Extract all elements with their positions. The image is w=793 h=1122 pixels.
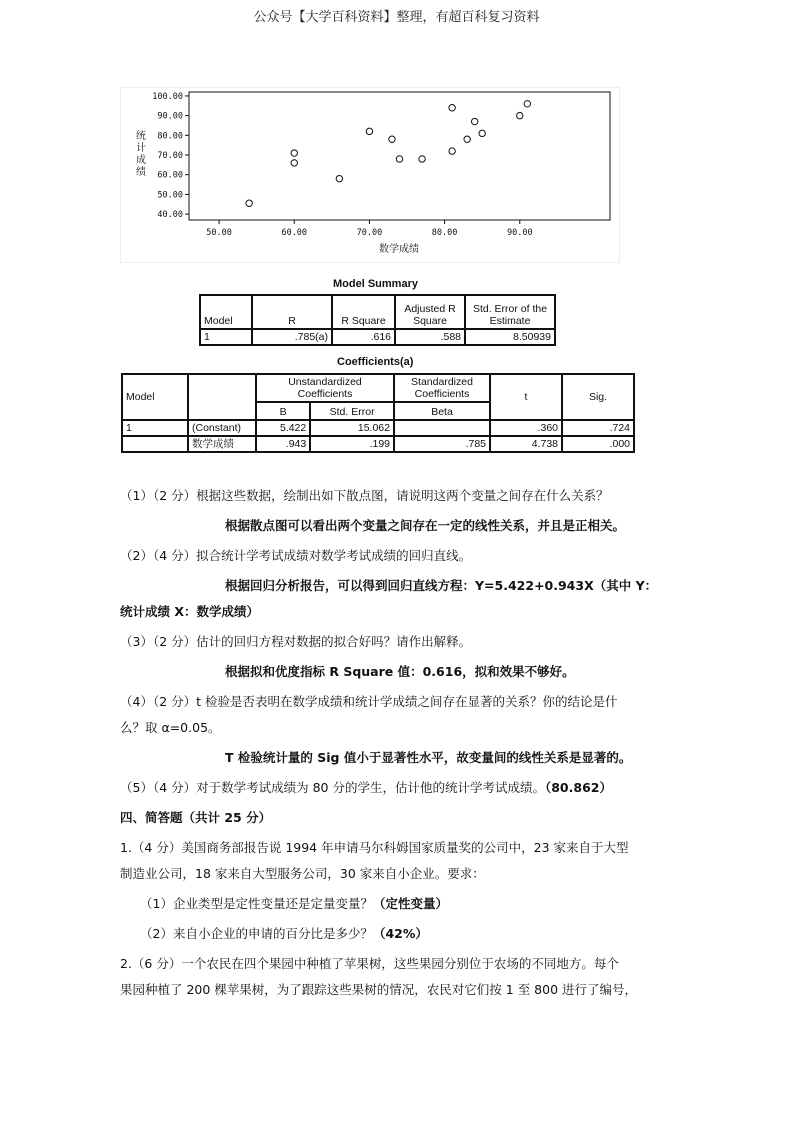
y-axis-label [136,129,146,178]
problem-2-line-2: 果园种植了 200 棵苹果树，为了跟踪这些果树的情况，农民对它们按 1 至 800 进行了编号， [120,982,638,997]
header-cell: Standardized Coefficients [394,374,490,402]
y-tick-label: 80.00 [157,131,183,142]
page-header: 公众号【大学百科资料】整理，有超百科复习资料 [253,10,540,25]
table-cell: 1 [200,329,252,345]
header-cell: Sig. [562,374,634,420]
table-cell: .724 [562,420,634,436]
table-cell: .943 [256,436,310,452]
y-tick-label: 40.00 [157,210,183,221]
table-cell: 数学成绩 [188,436,256,452]
answer-1: 根据散点图可以看出两个变量之间存在一定的线性关系，并且是正相关。 [225,518,626,533]
header-cell: Adjusted R Square [395,295,465,329]
question-5 [120,779,680,797]
header-cell: Model [122,374,188,420]
table-cell: 1 [122,420,188,436]
header-cell: t [490,374,562,420]
sub-question-text: （2）来自小企业的申请的百分比是多少？ [140,926,373,941]
y-tick-label: 100.00 [152,91,183,102]
question-2: （2）（4 分）拟合统计学考试成绩对数学考试成绩的回归直线。 [120,548,472,563]
answer-2-line-2: 统计成绩 X：数学成绩） [120,604,259,619]
problem-1-line-2: 制造业公司，18 家来自大型服务公司，30 家来自小企业。要求： [120,866,485,881]
section-title: 四、简答题（共计 25 分） [120,810,272,825]
table-row [122,436,634,452]
table-cell: .199 [310,436,394,452]
table-cell: (Constant) [188,420,256,436]
x-tick-label: 90.00 [506,228,533,238]
y-axis-label-char: 绩 [136,167,146,178]
table-row [122,420,634,436]
header-cell [188,374,256,420]
table-cell [122,436,188,452]
table-cell: 8.50939 [465,329,555,345]
table-cell: .785 [394,436,490,452]
spss-output [119,276,639,468]
table-cell: 15.062 [310,420,394,436]
y-tick-label: 70.00 [157,151,183,162]
header-cell: Std. Error [310,402,394,420]
table-cell: 5.422 [256,420,310,436]
header-cell: Beta [394,402,490,420]
x-tick-label: 80.00 [431,228,458,238]
sub-answer: （定性变量） [372,896,448,911]
header-cell: Model [200,295,252,329]
problem-1-line-1: 1.（4 分）美国商务部报告说 1994 年申请马尔科姆国家质量奖的公司中，23 家来自于大型 [120,840,629,855]
x-tick-label: 70.00 [356,228,383,238]
answer-4: T 检验统计量的 Sig 值小于显著性水平，故变量间的线性关系是显著的。 [225,750,632,765]
problem-1-sub-1 [120,895,700,913]
model-summary-table [199,294,556,346]
scatter-chart [120,87,620,263]
table-row [122,374,634,402]
y-tick-label: 50.00 [157,190,183,201]
question-3: （3）（2 分）估计的回归方程对数据的拟合好吗？请作出解释。 [120,634,472,649]
table-row [200,295,555,329]
table-row [200,329,555,345]
y-axis-label-char: 成 [136,155,146,166]
question-4-line-2: 么？取 α=0.05。 [120,720,221,735]
problem-2-line-1: 2.（6 分）一个农民在四个果园中种植了苹果树，这些果园分别位于农场的不同地方。每个 [120,956,619,971]
table-cell: .000 [562,436,634,452]
y-tick-label: 60.00 [157,170,183,181]
table-cell [394,420,490,436]
sub-question-text: （1）企业类型是定性变量还是定量变量？ [140,896,373,911]
header-cell: R Square [332,295,395,329]
table-cell: .616 [332,329,395,345]
answer-2-line-1: 根据回归分析报告，可以得到回归直线方程：Y=5.422+0.943X（其中 Y： [225,578,658,593]
x-tick-label: 60.00 [281,228,308,238]
question-1: （1）（2 分）根据这些数据，绘制出如下散点图，请说明这两个变量之间存在什么关系？ [120,488,609,503]
x-axis-label: 数学成绩 [379,244,419,255]
coefficients-title: Coefficients(a) [337,356,414,368]
coefficients-table [121,373,635,453]
answer-5: （80.862） [544,780,612,795]
y-axis-label-char: 计 [136,143,146,154]
scatter-svg [120,87,620,263]
problem-1-sub-2 [120,925,700,943]
y-tick-label: 90.00 [157,111,183,122]
table-cell: 4.738 [490,436,562,452]
header-cell: B [256,402,310,420]
y-axis-label-char: 统 [136,131,146,142]
header-cell: R [252,295,332,329]
question-5-text: （5）（4 分）对于数学考试成绩为 80 分的学生，估计他的统计学考试成绩。 [120,780,545,795]
model-summary-title: Model Summary [333,278,418,290]
table-cell: .588 [395,329,465,345]
table-cell: .785(a) [252,329,332,345]
header-cell: Unstandardized Coefficients [256,374,394,402]
answer-3: 根据拟和优度指标 R Square 值：0.616，拟和效果不够好。 [225,664,575,679]
question-4-line-1: （4）（2 分）t 检验是否表明在数学成绩和统计学成绩之间存在显著的关系？你的结论是什 [120,694,618,709]
x-tick-label: 50.00 [206,228,232,238]
table-cell: .360 [490,420,562,436]
sub-answer: （42%） [372,926,428,941]
header-cell: Std. Error of the Estimate [465,295,555,329]
